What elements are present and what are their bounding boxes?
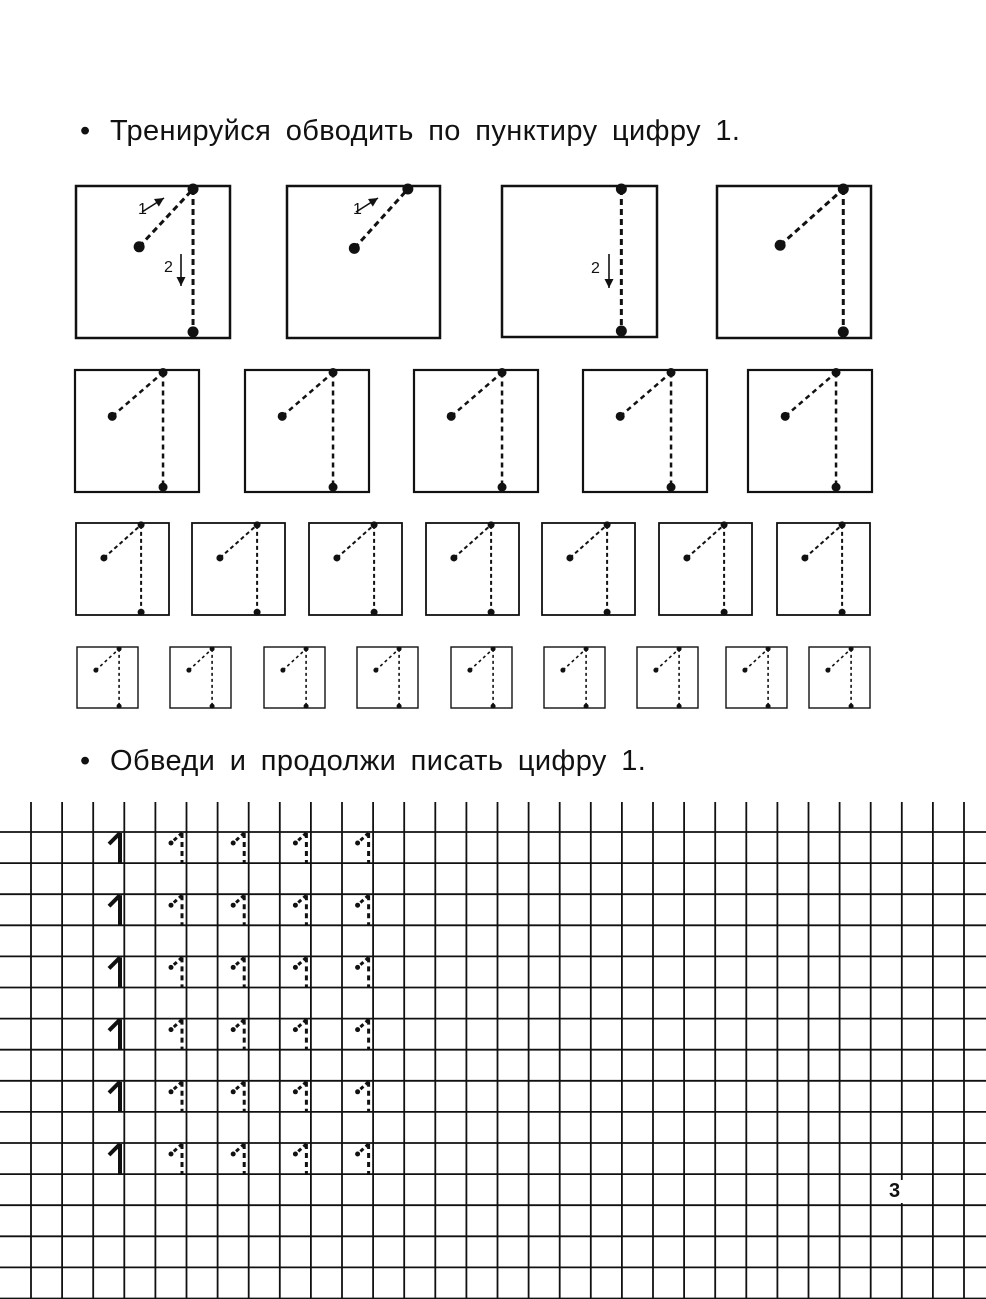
trace-box xyxy=(309,521,402,615)
end-dot-icon xyxy=(498,483,507,492)
start-dot-icon xyxy=(216,554,223,561)
top-dot-icon xyxy=(838,184,849,195)
end-dot-icon xyxy=(210,704,215,709)
practice-grid xyxy=(0,802,986,1299)
trace-box-frame xyxy=(659,523,752,615)
start-dot-icon xyxy=(373,668,378,673)
traceable-digit-one xyxy=(231,957,245,987)
trace-box-frame xyxy=(583,370,707,492)
dashed-diagonal-stroke xyxy=(687,525,724,558)
trace-box-frame xyxy=(451,647,512,708)
top-dot-icon xyxy=(488,521,495,528)
trace-box-frame xyxy=(77,647,138,708)
traceable-digit-one xyxy=(169,895,183,925)
trace-box-frame xyxy=(245,370,369,492)
traceable-digit-one xyxy=(231,1082,245,1112)
end-dot-icon xyxy=(117,704,122,709)
dashed-diagonal-stroke xyxy=(656,649,679,670)
trace-box xyxy=(544,646,605,708)
traceable-digit-one xyxy=(355,895,369,925)
trace-box-frame xyxy=(76,523,169,615)
trace-box xyxy=(245,368,369,492)
trace-box xyxy=(264,646,325,708)
traceable-digit-one xyxy=(293,833,307,863)
bullet-icon: • xyxy=(80,745,91,777)
top-dot-icon xyxy=(766,646,771,651)
trace-box-frame xyxy=(809,647,870,708)
trace-box xyxy=(502,184,657,337)
end-dot-icon xyxy=(832,483,841,492)
sample-digit-one xyxy=(109,957,120,987)
traceable-digit-one xyxy=(231,1144,245,1174)
top-dot-icon xyxy=(188,184,199,195)
start-dot-icon xyxy=(280,668,285,673)
start-dot-icon xyxy=(566,554,573,561)
stroke-2-label: 2 xyxy=(164,259,173,276)
start-dot-icon xyxy=(447,412,456,421)
start-dot-icon xyxy=(653,668,658,673)
stroke-2-arrow-icon xyxy=(605,254,614,288)
top-dot-icon xyxy=(304,646,309,651)
end-dot-icon xyxy=(329,483,338,492)
top-dot-icon xyxy=(584,646,589,651)
sample-digit-one xyxy=(109,1020,120,1050)
page-number: 3 xyxy=(886,1180,903,1203)
dashed-diagonal-stroke xyxy=(354,189,408,248)
dashed-diagonal-stroke xyxy=(805,525,842,558)
dashed-diagonal-stroke xyxy=(189,649,212,670)
start-dot-icon xyxy=(781,412,790,421)
start-dot-icon xyxy=(134,241,145,252)
end-dot-icon xyxy=(766,704,771,709)
start-dot-icon xyxy=(616,412,625,421)
end-dot-icon xyxy=(721,609,728,616)
trace-box-frame xyxy=(777,523,870,615)
trace-box-frame xyxy=(414,370,538,492)
dashed-diagonal-stroke xyxy=(780,189,843,245)
dashed-diagonal-stroke xyxy=(283,649,306,670)
end-dot-icon xyxy=(849,704,854,709)
top-dot-icon xyxy=(138,521,145,528)
end-dot-icon xyxy=(491,704,496,709)
traceable-digit-one xyxy=(169,1020,183,1050)
top-dot-icon xyxy=(667,368,676,377)
top-dot-icon xyxy=(616,184,627,195)
top-dot-icon xyxy=(604,521,611,528)
traceable-digit-one xyxy=(293,957,307,987)
trace-box-frame xyxy=(170,647,231,708)
end-dot-icon xyxy=(677,704,682,709)
trace-box-frame xyxy=(542,523,635,615)
start-dot-icon xyxy=(450,554,457,561)
top-dot-icon xyxy=(677,646,682,651)
trace-box xyxy=(170,646,231,708)
end-dot-icon xyxy=(488,609,495,616)
traceable-digit-one xyxy=(231,895,245,925)
end-dot-icon xyxy=(667,483,676,492)
start-dot-icon xyxy=(742,668,747,673)
trace-box xyxy=(748,368,872,492)
trace-box-frame xyxy=(287,186,440,338)
trace-box xyxy=(77,646,138,708)
start-dot-icon xyxy=(683,554,690,561)
traceable-digit-one xyxy=(231,833,245,863)
end-dot-icon xyxy=(188,326,199,337)
trace-box xyxy=(76,521,169,615)
end-dot-icon xyxy=(304,704,309,709)
start-dot-icon xyxy=(349,243,360,254)
end-dot-icon xyxy=(584,704,589,709)
traceable-digit-one xyxy=(355,833,369,863)
top-dot-icon xyxy=(210,646,215,651)
start-dot-icon xyxy=(467,668,472,673)
start-dot-icon xyxy=(278,412,287,421)
end-dot-icon xyxy=(397,704,402,709)
trace-box xyxy=(726,646,787,708)
dashed-diagonal-stroke xyxy=(620,372,671,416)
top-dot-icon xyxy=(254,521,261,528)
end-dot-icon xyxy=(604,609,611,616)
start-dot-icon xyxy=(333,554,340,561)
traceable-digit-one xyxy=(355,1082,369,1112)
start-dot-icon xyxy=(775,240,786,251)
bullet-icon: • xyxy=(80,115,91,147)
trace-box-frame xyxy=(726,647,787,708)
start-dot-icon xyxy=(186,668,191,673)
top-dot-icon xyxy=(849,646,854,651)
end-dot-icon xyxy=(254,609,261,616)
end-dot-icon xyxy=(839,609,846,616)
traceable-digit-one xyxy=(293,1020,307,1050)
dashed-diagonal-stroke xyxy=(454,525,491,558)
start-dot-icon xyxy=(108,412,117,421)
traceable-digit-one xyxy=(169,1144,183,1174)
trace-box-frame xyxy=(357,647,418,708)
start-dot-icon xyxy=(560,668,565,673)
top-dot-icon xyxy=(832,368,841,377)
end-dot-icon xyxy=(616,325,627,336)
traceable-digit-one xyxy=(231,1020,245,1050)
trace-box-frame xyxy=(76,186,230,338)
dashed-diagonal-stroke xyxy=(470,649,493,670)
trace-box xyxy=(659,521,752,615)
traceable-digit-one xyxy=(355,1020,369,1050)
trace-box-frame xyxy=(192,523,285,615)
dashed-diagonal-stroke xyxy=(563,649,586,670)
dashed-diagonal-stroke xyxy=(112,372,163,416)
dashed-diagonal-stroke xyxy=(220,525,257,558)
sample-digit-one xyxy=(109,895,120,925)
start-dot-icon xyxy=(93,668,98,673)
dashed-diagonal-stroke xyxy=(104,525,141,558)
instruction-trace-text: Тренируйся обводить по пунктиру цифру 1. xyxy=(110,115,741,147)
trace-box-frame xyxy=(426,523,519,615)
trace-box xyxy=(451,646,512,708)
top-dot-icon xyxy=(397,646,402,651)
dashed-diagonal-stroke xyxy=(376,649,399,670)
end-dot-icon xyxy=(838,326,849,337)
top-dot-icon xyxy=(498,368,507,377)
trace-box-frame xyxy=(502,186,657,337)
traceable-digit-one xyxy=(355,1144,369,1174)
traceable-digit-one xyxy=(355,957,369,987)
start-dot-icon xyxy=(801,554,808,561)
trace-box xyxy=(75,368,199,492)
trace-box xyxy=(542,521,635,615)
trace-box xyxy=(777,521,870,615)
top-dot-icon xyxy=(839,521,846,528)
stroke-1-label: 1 xyxy=(138,201,147,218)
traceable-digit-one xyxy=(169,957,183,987)
trace-box xyxy=(357,646,418,708)
end-dot-icon xyxy=(371,609,378,616)
traceable-digit-one xyxy=(169,833,183,863)
trace-box-frame xyxy=(717,186,871,338)
trace-box xyxy=(192,521,285,615)
end-dot-icon xyxy=(159,483,168,492)
sample-digit-one xyxy=(109,1082,120,1112)
dashed-diagonal-stroke xyxy=(451,372,502,416)
start-dot-icon xyxy=(100,554,107,561)
trace-box xyxy=(717,184,871,338)
trace-box xyxy=(76,184,230,338)
stroke-1-label: 1 xyxy=(353,201,362,218)
trace-box-frame xyxy=(309,523,402,615)
top-dot-icon xyxy=(159,368,168,377)
trace-box-frame xyxy=(637,647,698,708)
traceable-digit-one xyxy=(293,895,307,925)
trace-box xyxy=(414,368,538,492)
top-dot-icon xyxy=(402,184,413,195)
traceable-digit-one xyxy=(169,1082,183,1112)
top-dot-icon xyxy=(371,521,378,528)
trace-box-frame xyxy=(748,370,872,492)
trace-box-frame xyxy=(544,647,605,708)
stroke-2-arrow-icon xyxy=(177,254,186,286)
instruction-continue-text: Обведи и продолжи писать цифру 1. xyxy=(110,745,647,777)
trace-box-frame xyxy=(264,647,325,708)
trace-box xyxy=(583,368,707,492)
dashed-diagonal-stroke xyxy=(785,372,836,416)
trace-box xyxy=(426,521,519,615)
end-dot-icon xyxy=(138,609,145,616)
stroke-2-label: 2 xyxy=(591,260,600,277)
sample-digit-one xyxy=(109,1144,120,1174)
top-dot-icon xyxy=(491,646,496,651)
dashed-diagonal-stroke xyxy=(139,189,193,247)
top-dot-icon xyxy=(117,646,122,651)
dashed-diagonal-stroke xyxy=(337,525,374,558)
dashed-diagonal-stroke xyxy=(828,649,851,670)
dashed-diagonal-stroke xyxy=(96,649,119,670)
dashed-diagonal-stroke xyxy=(282,372,333,416)
trace-box xyxy=(809,646,870,708)
trace-box-frame xyxy=(75,370,199,492)
trace-box xyxy=(637,646,698,708)
top-dot-icon xyxy=(721,521,728,528)
top-dot-icon xyxy=(329,368,338,377)
traceable-digit-one xyxy=(293,1082,307,1112)
dashed-diagonal-stroke xyxy=(570,525,607,558)
traceable-digit-one xyxy=(293,1144,307,1174)
start-dot-icon xyxy=(825,668,830,673)
dashed-diagonal-stroke xyxy=(745,649,768,670)
sample-digit-one xyxy=(109,833,120,863)
